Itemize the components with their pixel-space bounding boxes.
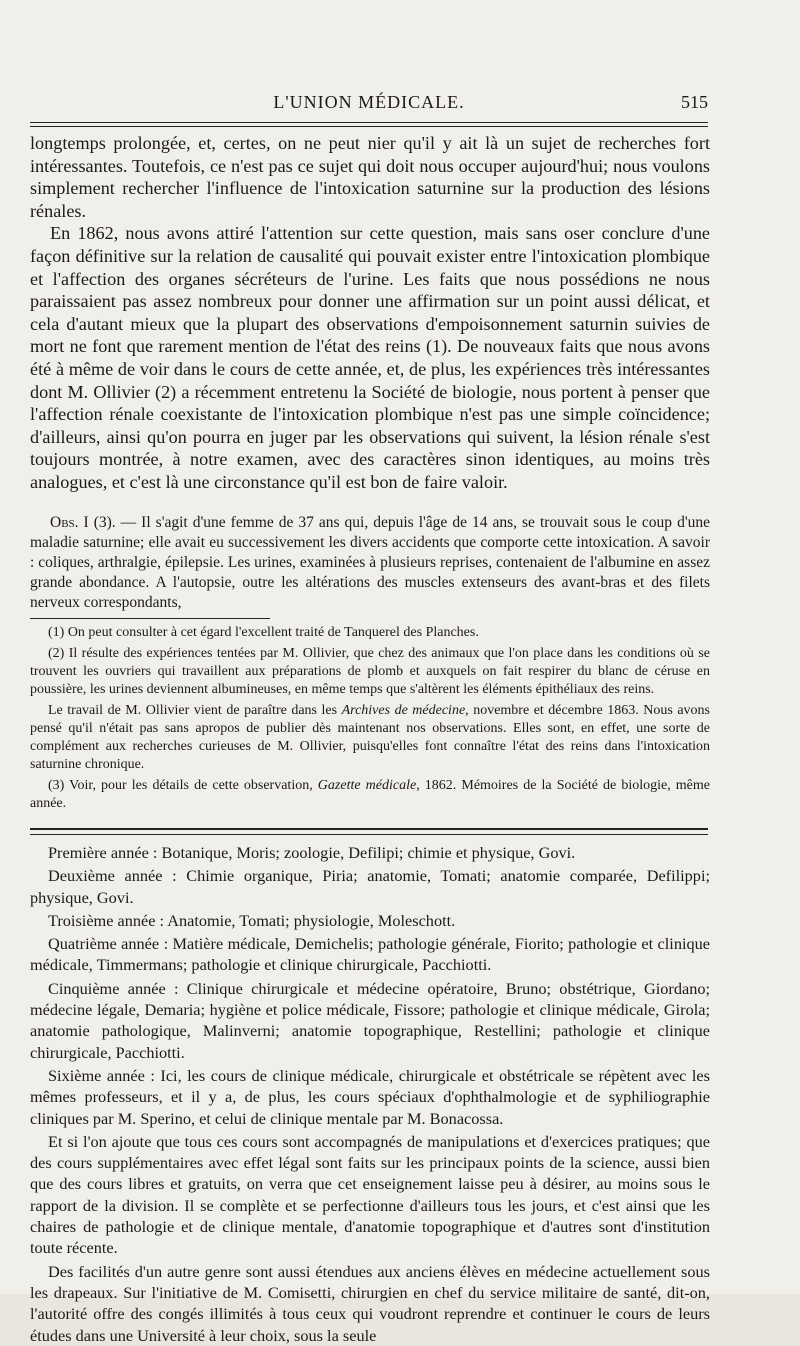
year-item: Cinquième année : Clinique chirurgicale et médecine opératoire, Bruno; obstétrique, Giordano; médecine légale, Demaria; hygiène et police médicale, Fissore; pathologie et clinique médicale, Girola; anatomie pathologique, Malinverni; anatomie topographique, Restellini; pathologie et clinique chirurgicale, Pacchiotti. xyxy=(30,978,710,1062)
main-text xyxy=(30,132,710,494)
header-rule-lower xyxy=(30,126,708,127)
footnote xyxy=(30,777,710,813)
year-item: Troisième année : Anatomie, Tomati; physiologie, Moleschott. xyxy=(48,910,456,930)
journal-reference: Archives de médecine xyxy=(341,703,466,718)
footnote: (1) On peut consulter à cet égard l'excellent traité de Tanquerel des Planches. xyxy=(48,625,479,640)
header-rule xyxy=(30,122,708,123)
footnotes xyxy=(30,624,710,813)
footnote-separator xyxy=(30,618,270,619)
journal-reference: Gazette médicale xyxy=(317,778,417,793)
observation-block xyxy=(30,513,710,613)
footnote-text: , novembre et décembre 1863. Nous avons pensé qu'il n'était pas sans apropos de publier dès maintenant nos observations. Elles sont, en effet, une sorte de complément aux recherches curieuses de M. Ollivier, puisqu'elles font connaître l'état des reins dans l'intoxication saturnine chronique. xyxy=(30,703,710,772)
footnote-text: (3) Voir, pour les détails de cette observation, xyxy=(48,778,318,793)
footnote xyxy=(30,702,710,774)
section-divider xyxy=(30,828,708,835)
running-header xyxy=(30,90,708,120)
footnote: (2) Il résulte des expériences tentées par M. Ollivier, que chez des animaux que l'on place dans les conditions où se trouvent les ouvriers qui travaillent aux préparations de plomb et auxquels on fait respirer du blanc de céruse en poussière, les urines deviennent albumineuses, en même temps que s'altèrent les éléments épithéliaux des reins. xyxy=(30,646,710,697)
observation-text xyxy=(30,513,710,613)
year-item: Deuxième année : Chimie organique, Piria; anatomie, Tomati; anatomie comparée, Defilippi; physique, Govi. xyxy=(30,866,710,907)
year-item: Sixième année : Ici, les cours de clinique médicale, chirurgicale et obstétricale se répètent avec les mêmes professeurs, et il y a, de plus, les cours spéciaux d'ophthalmologie et de syphiliographie cliniques par M. Sperino, et celui de clinique mentale par M. Bonacossa. xyxy=(30,1065,710,1128)
footnote-text: , 1862. Mémoires de la Société de biologie, même année. xyxy=(30,778,710,811)
year-item: Quatrième année : Matière médicale, Demichelis; pathologie générale, Fiorito; pathologie et clinique médicale, Timmermans; pathologie et clinique chirurgicale, Pacchiotti. xyxy=(30,934,710,975)
year-item: Première année : Botanique, Moris; zoologie, Defilipi; chimie et physique, Govi. xyxy=(48,843,576,862)
page-number: 515 xyxy=(681,92,708,112)
paragraph: Et si l'on ajoute que tous ces cours sont accompagnés de manipulations et d'exercices pratiques; que des cours supplémentaires avec effet légal sont faits sur les principaux points de la science, aussi bien que des cours libres et gratuits, on verra que cet enseignement laisse peu à désirer, au moins sous le rapport de la division. Il se complète et se perfectionne d'ailleurs tous les jours, et c'est ainsi que les chaires de pathologie et de clinique mentale, d'anatomie topographique et d'autres sont d'institution toute récente. xyxy=(30,1131,710,1258)
lower-section xyxy=(30,842,710,1346)
footnote-text: Le travail de M. Ollivier vient de paraître dans les xyxy=(48,703,342,718)
paragraph: En 1862, nous avons attiré l'attention sur cette question, mais sans oser conclure d'une façon définitive sur la relation de causalité qui pouvait exister entre l'intoxication plombique et l'affection des organes sécréteurs de l'urine. Les faits que nous possédions ne nous paraissaient pas assez nombreux pour donner une affirmation sur un point aussi délicat, et cela d'autant mieux que la plupart des observations d'empoisonnement saturnin suivies de mort ne font que rarement mention de l'état des reins (1). De nouveaux faits que nous avons été à même de voir dans le cours de cette année, et, de plus, les expériences très intéressantes dont M. Ollivier (2) a récemment entretenu la Société de biologie, nous portent à penser que l'affection rénale coexistante de l'intoxication plombique n'est pas une simple coïncidence; d'ailleurs, ainsi qu'on pourra en juger par les observations qui suivent, la lésion rénale s'est toujours montrée, à notre examen, avec des caractères sinon identiques, au moins très analogues, et c'est là une circonstance qu'il est bon de faire valoir. xyxy=(30,223,710,492)
journal-title: L'UNION MÉDICALE. xyxy=(273,92,465,112)
observation-body: — Il s'agit d'une femme de 37 ans qui, depuis l'âge de 14 ans, se trouvait sous le coup d'une maladie saturnine; elle avait eu successivement les divers accidents que comporte cette intoxication. A savoir : coliques, arthralgie, épilepsie. Les urines, examinées à plusieurs reprises, contenaient de l'albumine en assez grande abondance. A l'autopsie, outre les altérations des muscles extenseurs des avant-bras et des filets nerveux correspondants, xyxy=(30,514,710,611)
observation-label: Obs. I (3). xyxy=(50,514,116,531)
paragraph: Des facilités d'un autre genre sont aussi étendues aux anciens élèves en médecine actuellement sous les drapeaux. Sur l'initiative de M. Comisetti, chirurgien en chef du service militaire de santé, dit-on, l'autorité offre des congés illimités à tous ceux qui voudront reprendre et continuer le cours de leurs études dans une Université à leur choix, sous la seule xyxy=(30,1261,710,1345)
paragraph: longtemps prolongée, et, certes, on ne peut nier qu'il y ait là un sujet de recherches fort intéressantes. Toutefois, ce n'est pas ce sujet qui doit nous occuper aujourd'hui; nous voulons simplement rechercher l'influence de l'intoxication saturnine sur la production des lésions rénales. xyxy=(30,133,710,221)
